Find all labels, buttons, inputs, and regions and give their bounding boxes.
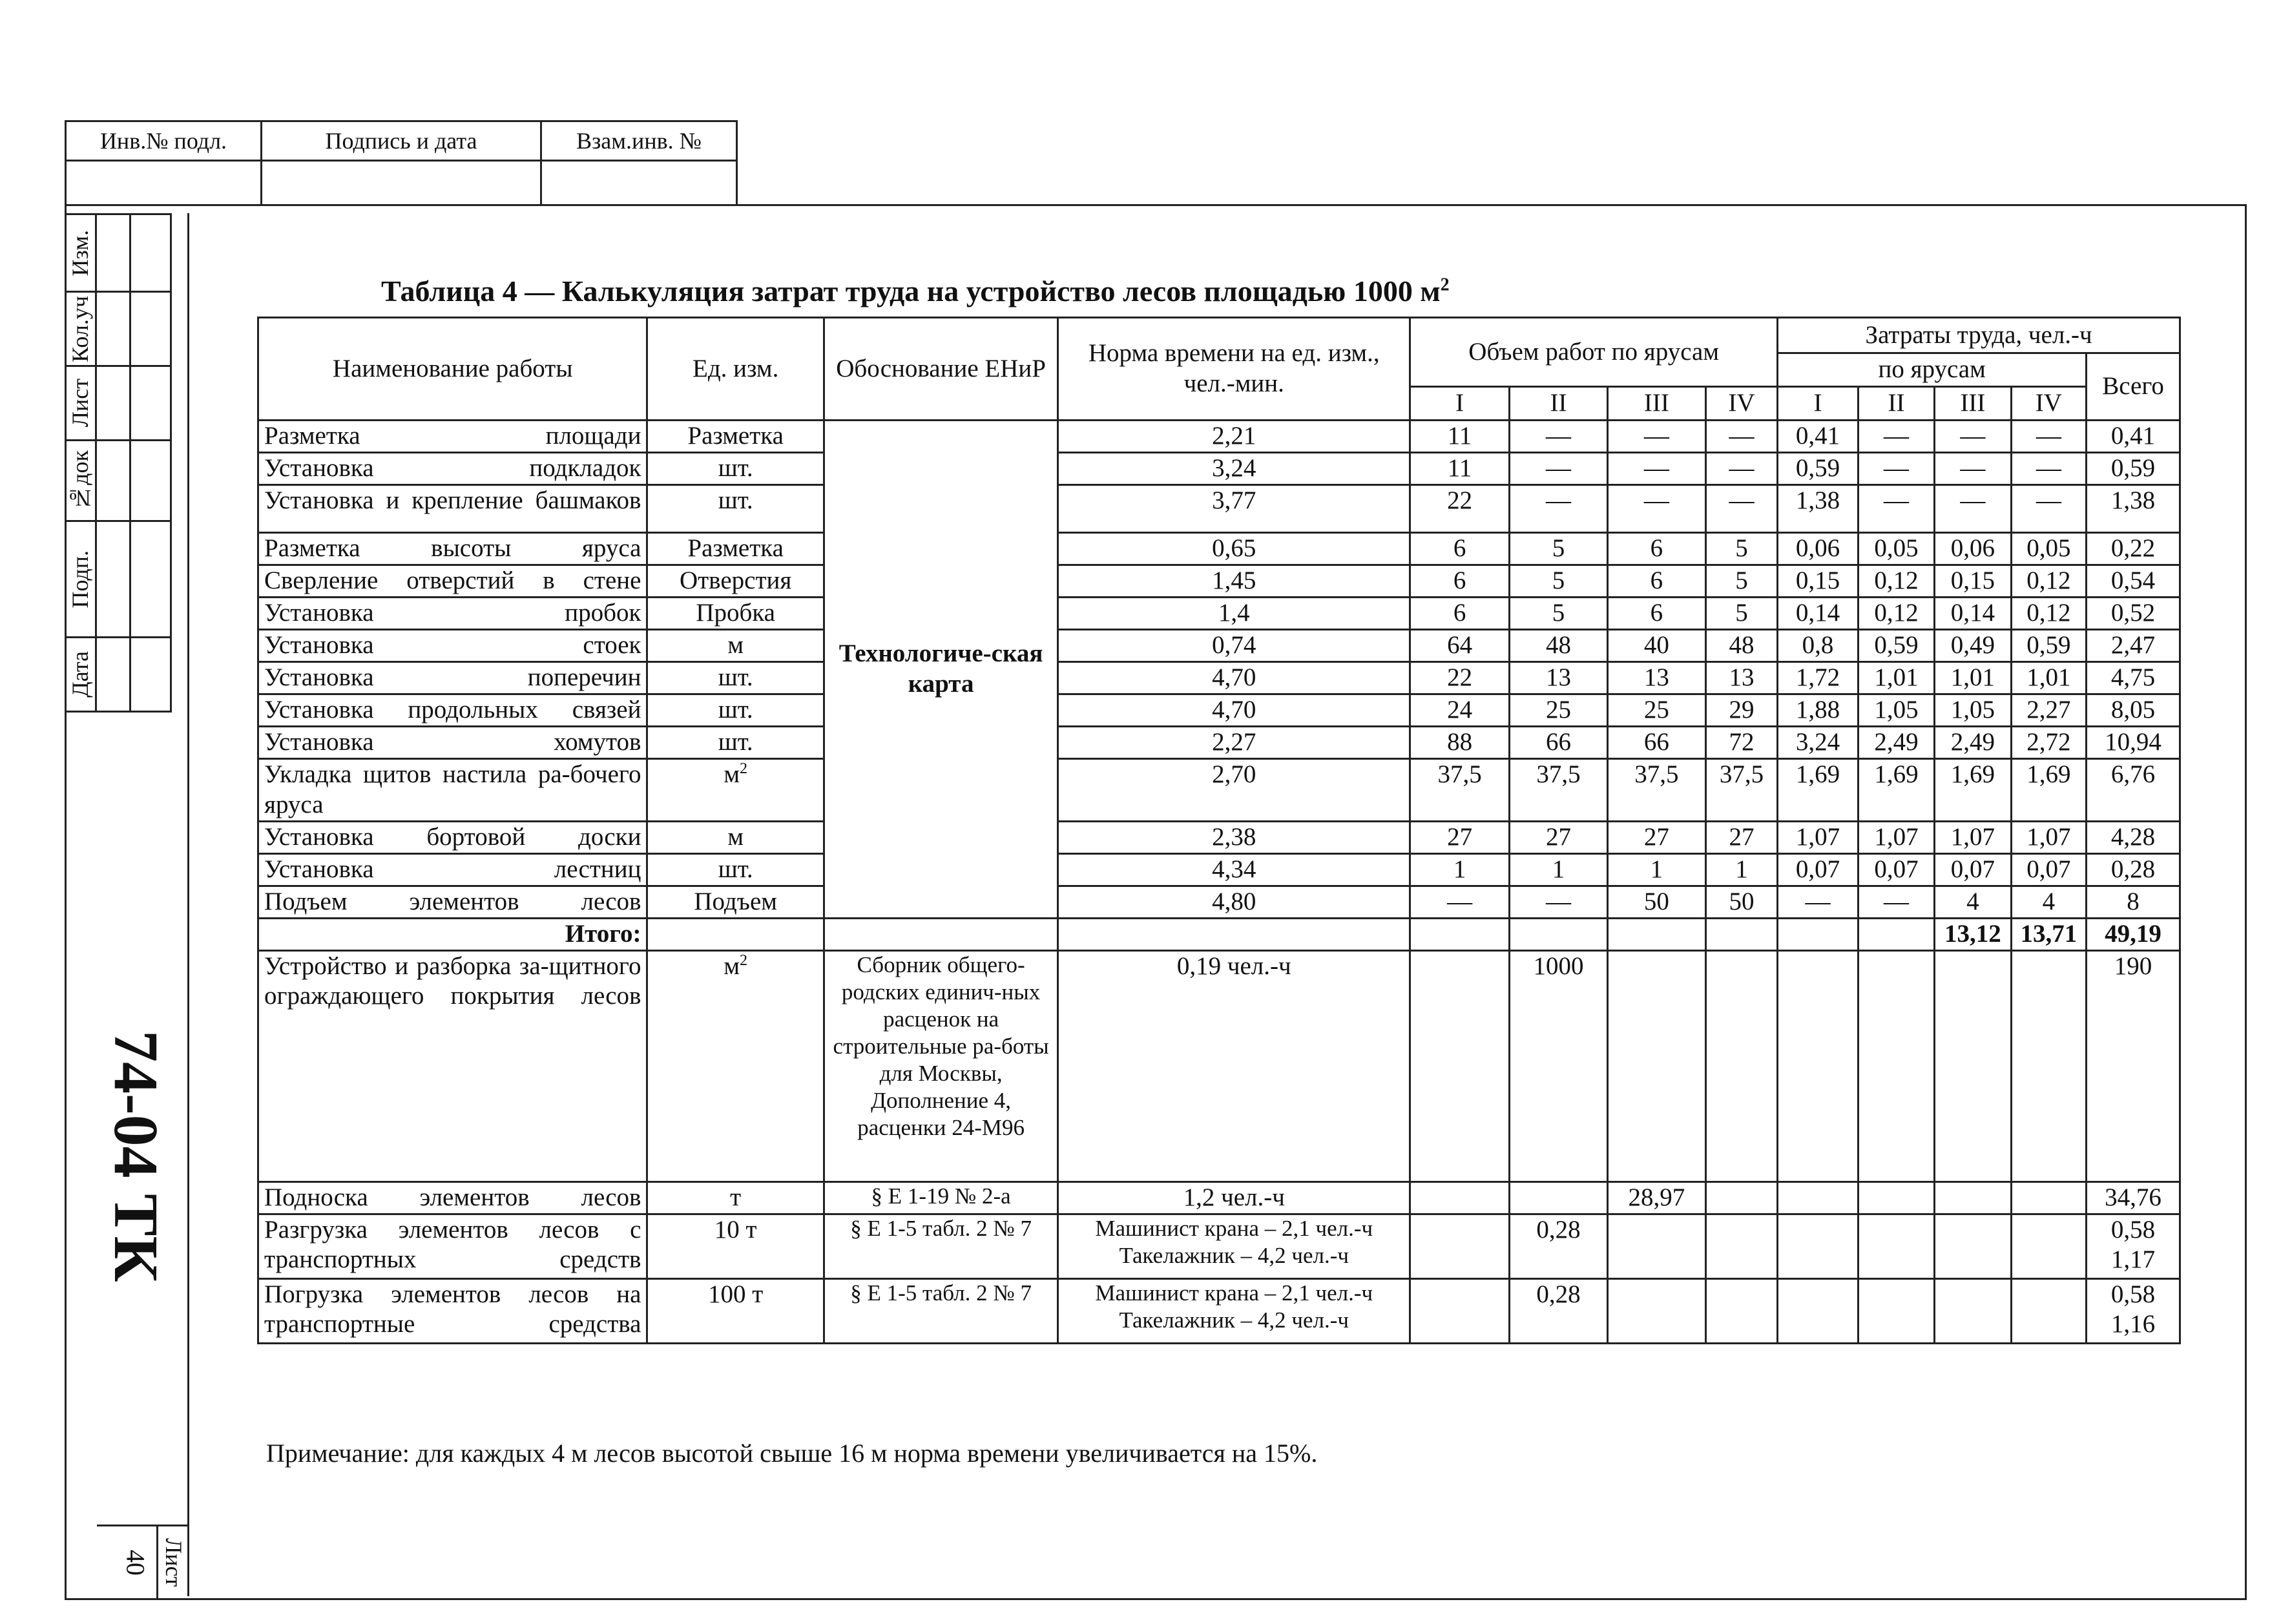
- norm: 4,70: [1058, 662, 1410, 694]
- volume-value: 25: [1510, 694, 1608, 727]
- volume-value: 22: [1410, 662, 1510, 694]
- labor-value: 2,72: [2011, 727, 2086, 759]
- empty-cell: [1858, 1278, 1934, 1343]
- unit: шт.: [647, 485, 824, 533]
- sheet-label: Лист: [156, 1526, 189, 1598]
- empty-cell: [1705, 950, 1777, 1182]
- norm: 3,24: [1058, 453, 1410, 485]
- labor-value: —: [1858, 485, 1934, 533]
- volume-value: 88: [1410, 727, 1510, 759]
- basis: § Е 1-19 № 2-а: [824, 1182, 1058, 1214]
- labor-value: 0,12: [2011, 565, 2086, 598]
- volume-value: 5: [1705, 598, 1777, 630]
- labor-value: 4: [2011, 886, 2086, 918]
- labor-value: 1,69: [2011, 759, 2086, 822]
- labor-value: 1,07: [1935, 821, 2011, 853]
- empty-cell: [647, 918, 824, 950]
- labor-value: 1,05: [1858, 694, 1934, 727]
- itogo-z4: 13,71: [2011, 918, 2086, 950]
- labor-value: 0,15: [1935, 565, 2011, 598]
- revision-block: [65, 213, 172, 713]
- table-row: [258, 533, 2180, 565]
- volume-value: —: [1705, 421, 1777, 453]
- sheet-number: 40: [121, 1549, 151, 1576]
- work-name: Установка пробок: [258, 598, 647, 630]
- labor-total: 0,41: [2087, 421, 2180, 453]
- table-row: [258, 727, 2180, 759]
- norm: 1,2 чел.-ч: [1058, 1182, 1410, 1214]
- labor-value: 0,06: [1778, 533, 1859, 565]
- unit: шт.: [647, 853, 824, 886]
- volume-value: 1: [1410, 853, 1510, 886]
- labor-value: 0,59: [1778, 453, 1859, 485]
- unit: Отверстия: [647, 565, 824, 598]
- itogo-total: 49,19: [2087, 918, 2180, 950]
- table-row: [258, 1278, 2180, 1343]
- unit: т: [647, 1182, 824, 1214]
- unit: Пробка: [647, 598, 824, 630]
- table-row: [258, 886, 2180, 918]
- work-name: Разметка высоты яруса: [258, 533, 647, 565]
- basis: § Е 1-5 табл. 2 № 7: [824, 1278, 1058, 1343]
- volume-value: —: [1705, 485, 1777, 533]
- labor-value: 1,88: [1778, 694, 1859, 727]
- volume-value: 5: [1510, 598, 1608, 630]
- itogo-label: Итого:: [258, 918, 647, 950]
- labor-value: 1,69: [1935, 759, 2011, 822]
- volume-value: 6: [1410, 533, 1510, 565]
- document-code: 74-04 ТК: [101, 1030, 171, 1282]
- labor-value: 2,27: [2011, 694, 2086, 727]
- col-volume: Объем работ по ярусам: [1410, 318, 1778, 387]
- volume-value: 1: [1607, 853, 1705, 886]
- volume-value: 13: [1510, 662, 1608, 694]
- empty-cell: [1778, 950, 1859, 1182]
- volume-value: 40: [1607, 630, 1705, 662]
- volume-value: 0,28: [1510, 1214, 1608, 1278]
- table-title: Таблица 4 — Калькуляция затрат труда на устройство лесов площадью 1000 $м^2$: [381, 275, 1450, 307]
- labor-value: —: [1858, 886, 1934, 918]
- labor-value: —: [1935, 421, 2011, 453]
- tier-header: II: [1858, 387, 1934, 421]
- labor-value: 1,69: [1858, 759, 1934, 822]
- unit: $м^2$: [647, 759, 824, 822]
- labor-value: 0,12: [2011, 598, 2086, 630]
- labor-value: 0,41: [1778, 421, 1859, 453]
- empty-cell: [2011, 950, 2086, 1182]
- volume-value: 64: [1410, 630, 1510, 662]
- empty-cell: [1778, 1214, 1859, 1278]
- work-name: Разгрузка элементов лесов с транспортных средств: [258, 1214, 647, 1278]
- unit: Разметка: [647, 421, 824, 453]
- volume-value: 27: [1705, 821, 1777, 853]
- volume-value: 5: [1510, 533, 1608, 565]
- empty-cell: [1705, 1278, 1777, 1343]
- empty-cell: [1858, 1182, 1934, 1214]
- labor-value: 0,07: [1778, 853, 1859, 886]
- labor-total: 1,38: [2087, 485, 2180, 533]
- volume-value: 13: [1607, 662, 1705, 694]
- volume-value: 50: [1705, 886, 1777, 918]
- volume-value: [1607, 950, 1705, 1182]
- labor-value: 0,15: [1778, 565, 1859, 598]
- empty-cell: [1858, 918, 1934, 950]
- empty-cell: [1935, 950, 2011, 1182]
- labor-value: 0,59: [2011, 630, 2086, 662]
- empty-cell: [2011, 1214, 2086, 1278]
- stamp-podpis-data: Подпись и дата: [262, 121, 541, 161]
- volume-value: 72: [1705, 727, 1777, 759]
- labor-value: 0,49: [1935, 630, 2011, 662]
- table-row: [258, 421, 2180, 453]
- volume-value: [1607, 1214, 1705, 1278]
- work-name: Установка стоек: [258, 630, 647, 662]
- norm: 2,27: [1058, 727, 1410, 759]
- stamp-inv-podl: Инв.№ подл.: [66, 121, 262, 161]
- volume-value: —: [1607, 485, 1705, 533]
- labor-total: 8,05: [2087, 694, 2180, 727]
- table-note: Примечание: для каждых 4 м лесов высотой свыше 16 м норма времени увеличивается на 15%.: [266, 1439, 1318, 1468]
- col-unit: Ед. изм.: [647, 318, 824, 421]
- volume-value: 13: [1705, 662, 1777, 694]
- labor-total: 4,75: [2087, 662, 2180, 694]
- tier-header: IV: [1705, 387, 1777, 421]
- work-name: Устройство и разборка за-щитного ограждающего покрытия лесов: [258, 950, 647, 1182]
- empty-cell: [1410, 950, 1510, 1182]
- basis-merged: Технологиче-ская карта: [824, 421, 1058, 919]
- tier-header: IV: [2011, 387, 2086, 421]
- work-name: Установка продольных связей: [258, 694, 647, 727]
- labor-value: —: [2011, 485, 2086, 533]
- work-name: Подноска элементов лесов: [258, 1182, 647, 1214]
- unit: 100 т: [647, 1278, 824, 1343]
- volume-value: 6: [1410, 565, 1510, 598]
- work-name: Установка поперечин: [258, 662, 647, 694]
- empty-cell: [1778, 1278, 1859, 1343]
- labor-value: 1,07: [1858, 821, 1934, 853]
- labor-total: 0,22: [2087, 533, 2180, 565]
- volume-value: 0,28: [1510, 1278, 1608, 1343]
- labor-value: 0,07: [1935, 853, 2011, 886]
- unit: шт.: [647, 727, 824, 759]
- empty-cell: [1410, 1182, 1510, 1214]
- labor-table: [257, 317, 2181, 1344]
- empty-cell: [1410, 918, 1510, 950]
- empty-cell: [1510, 918, 1608, 950]
- labor-value: 1,07: [2011, 821, 2086, 853]
- volume-value: —: [1510, 453, 1608, 485]
- volume-value: 1: [1510, 853, 1608, 886]
- labor-value: 0,12: [1858, 598, 1934, 630]
- volume-value: 29: [1705, 694, 1777, 727]
- empty-cell: [1858, 950, 1934, 1182]
- work-name: Установка лестниц: [258, 853, 647, 886]
- volume-value: 6: [1607, 533, 1705, 565]
- table-row: [258, 950, 2180, 1182]
- unit: шт.: [647, 453, 824, 485]
- volume-value: 37,5: [1705, 759, 1777, 822]
- side-ndok: №док: [67, 450, 93, 511]
- table-row: [258, 662, 2180, 694]
- norm: 1,4: [1058, 598, 1410, 630]
- labor-value: 0,14: [1935, 598, 2011, 630]
- empty-cell: [1778, 1182, 1859, 1214]
- volume-value: 50: [1607, 886, 1705, 918]
- volume-value: —: [1607, 453, 1705, 485]
- volume-value: 66: [1510, 727, 1608, 759]
- labor-value: 2,49: [1935, 727, 2011, 759]
- unit: 10 т: [647, 1214, 824, 1278]
- work-name: Установка бортовой доски: [258, 821, 647, 853]
- labor-value: —: [2011, 453, 2086, 485]
- tier-header: I: [1410, 387, 1510, 421]
- empty-cell: [1935, 1214, 2011, 1278]
- volume-value: 1000: [1510, 950, 1608, 1182]
- volume-value: —: [1705, 453, 1777, 485]
- volume-value: [1607, 1278, 1705, 1343]
- work-name: Укладка щитов настила ра-бочего яруса: [258, 759, 647, 822]
- labor-total: 2,47: [2087, 630, 2180, 662]
- table-row: [258, 821, 2180, 853]
- side-podp: Подп.: [67, 550, 93, 609]
- labor-value: 0,06: [1935, 533, 2011, 565]
- tier-header: II: [1510, 387, 1608, 421]
- volume-value: 24: [1410, 694, 1510, 727]
- table-row: [258, 853, 2180, 886]
- table-row: [258, 630, 2180, 662]
- empty-cell: [1410, 1278, 1510, 1343]
- empty-cell: [2011, 1278, 2086, 1343]
- norm: Машинист крана – 2,1 чел.-ч Такелажник – 4,2 чел.-ч: [1058, 1214, 1410, 1278]
- labor-total: 0,54: [2087, 565, 2180, 598]
- labor-value: 1,72: [1778, 662, 1859, 694]
- labor-value: 1,07: [1778, 821, 1859, 853]
- itogo-row: [258, 918, 2180, 950]
- volume-value: 6: [1607, 598, 1705, 630]
- volume-value: 37,5: [1410, 759, 1510, 822]
- labor-value: 1,01: [1935, 662, 2011, 694]
- labor-total: 6,76: [2087, 759, 2180, 822]
- labor-total: 0,28: [2087, 853, 2180, 886]
- tier-header: III: [1935, 387, 2011, 421]
- volume-value: 5: [1705, 533, 1777, 565]
- empty-cell: [1778, 918, 1859, 950]
- volume-value: 27: [1510, 821, 1608, 853]
- norm: 2,70: [1058, 759, 1410, 822]
- side-izm: Изм.: [67, 229, 93, 276]
- table-row: [258, 759, 2180, 822]
- basis: § Е 1-5 табл. 2 № 7: [824, 1214, 1058, 1278]
- norm: 1,45: [1058, 565, 1410, 598]
- work-name: Установка хомутов: [258, 727, 647, 759]
- side-list: Лист: [67, 379, 93, 428]
- table-row: [258, 1182, 2180, 1214]
- volume-value: 37,5: [1607, 759, 1705, 822]
- col-total: Всего: [2087, 353, 2180, 421]
- work-name: Разметка площади: [258, 421, 647, 453]
- empty-cell: [1058, 918, 1410, 950]
- stamp-vzam-inv: Взам.инв. №: [541, 121, 737, 161]
- tier-header: III: [1607, 387, 1705, 421]
- table-row: [258, 598, 2180, 630]
- empty-cell: [1705, 1182, 1777, 1214]
- empty-cell: [1705, 1214, 1777, 1278]
- work-name: Установка подкладок: [258, 453, 647, 485]
- volume-value: 6: [1607, 565, 1705, 598]
- basis: Сборник общего-родских единич-ных расценок на строительные ра-боты для Москвы, Дополнение 4, расценки 24-М96: [824, 950, 1058, 1182]
- volume-value: [1510, 1182, 1608, 1214]
- volume-value: —: [1607, 421, 1705, 453]
- col-labor: Затраты труда, чел.-ч: [1778, 318, 2180, 353]
- stamp-table: [65, 120, 738, 206]
- labor-value: 1,69: [1778, 759, 1859, 822]
- table-row: [258, 1214, 2180, 1278]
- empty-cell: [1410, 1214, 1510, 1278]
- labor-value: 1,01: [2011, 662, 2086, 694]
- volume-value: 5: [1510, 565, 1608, 598]
- norm: Машинист крана – 2,1 чел.-ч Такелажник – 4,2 чел.-ч: [1058, 1278, 1410, 1343]
- labor-value: 0,07: [1858, 853, 1934, 886]
- volume-value: 11: [1410, 421, 1510, 453]
- labor-value: —: [1935, 485, 2011, 533]
- col-by-tiers: по ярусам: [1778, 353, 2087, 387]
- volume-value: 5: [1705, 565, 1777, 598]
- labor-value: 2,49: [1858, 727, 1934, 759]
- norm: 4,34: [1058, 853, 1410, 886]
- labor-total: 0,59: [2087, 453, 2180, 485]
- empty-cell: [824, 918, 1058, 950]
- volume-value: —: [1510, 886, 1608, 918]
- labor-value: 0,12: [1858, 565, 1934, 598]
- labor-total: 190: [2087, 950, 2180, 1182]
- norm: 4,70: [1058, 694, 1410, 727]
- labor-total: 0,52: [2087, 598, 2180, 630]
- labor-value: 3,24: [1778, 727, 1859, 759]
- table-row: [258, 453, 2180, 485]
- labor-value: —: [1935, 453, 2011, 485]
- side-kol-uch: Кол.уч: [67, 295, 93, 362]
- side-data: Дата: [67, 651, 93, 698]
- table-row: [258, 565, 2180, 598]
- labor-value: 1,38: [1778, 485, 1859, 533]
- work-name: Подъем элементов лесов: [258, 886, 647, 918]
- table-row: [258, 485, 2180, 533]
- labor-value: —: [1858, 421, 1934, 453]
- labor-value: 0,8: [1778, 630, 1859, 662]
- unit: $м^2$: [647, 950, 824, 1182]
- norm: 2,21: [1058, 421, 1410, 453]
- volume-value: 1: [1705, 853, 1777, 886]
- norm: 0,65: [1058, 533, 1410, 565]
- unit: м: [647, 630, 824, 662]
- unit: м: [647, 821, 824, 853]
- itogo-z3: 13,12: [1935, 918, 2011, 950]
- volume-value: 28,97: [1607, 1182, 1705, 1214]
- unit: Подъем: [647, 886, 824, 918]
- table-row: [258, 694, 2180, 727]
- labor-value: 0,05: [1858, 533, 1934, 565]
- sheet-box: [97, 1525, 187, 1598]
- work-name: Установка и крепление башмаков: [258, 485, 647, 533]
- labor-value: 1,01: [1858, 662, 1934, 694]
- labor-value: 4: [1935, 886, 2011, 918]
- labor-total: 0,58 1,17: [2087, 1214, 2180, 1278]
- empty-cell: [1705, 918, 1777, 950]
- empty-cell: [2011, 1182, 2086, 1214]
- volume-value: —: [1410, 886, 1510, 918]
- volume-value: 27: [1607, 821, 1705, 853]
- volume-value: 37,5: [1510, 759, 1608, 822]
- labor-total: 34,76: [2087, 1182, 2180, 1214]
- norm: 0,19 чел.-ч: [1058, 950, 1410, 1182]
- volume-value: 11: [1410, 453, 1510, 485]
- col-norm: Норма времени на ед. изм., чел.-мин.: [1058, 318, 1410, 421]
- norm: 3,77: [1058, 485, 1410, 533]
- labor-value: 0,07: [2011, 853, 2086, 886]
- volume-value: —: [1510, 485, 1608, 533]
- labor-total: 8: [2087, 886, 2180, 918]
- volume-value: 48: [1705, 630, 1777, 662]
- empty-cell: [1935, 1182, 2011, 1214]
- labor-total: 4,28: [2087, 821, 2180, 853]
- labor-total: 10,94: [2087, 727, 2180, 759]
- norm: 4,80: [1058, 886, 1410, 918]
- labor-total: 0,58 1,16: [2087, 1278, 2180, 1343]
- unit: шт.: [647, 694, 824, 727]
- labor-value: 1,05: [1935, 694, 2011, 727]
- empty-cell: [1607, 918, 1705, 950]
- volume-value: 48: [1510, 630, 1608, 662]
- empty-cell: [1935, 1278, 2011, 1343]
- work-name: Сверление отверстий в стене: [258, 565, 647, 598]
- volume-value: 25: [1607, 694, 1705, 727]
- col-basis: Обоснование ЕНиР: [824, 318, 1058, 421]
- volume-value: 66: [1607, 727, 1705, 759]
- labor-value: —: [1778, 886, 1859, 918]
- tier-header: I: [1778, 387, 1859, 421]
- norm: 2,38: [1058, 821, 1410, 853]
- labor-value: 0,59: [1858, 630, 1934, 662]
- volume-value: 6: [1410, 598, 1510, 630]
- labor-value: —: [1858, 453, 1934, 485]
- volume-value: 27: [1410, 821, 1510, 853]
- empty-cell: [1858, 1214, 1934, 1278]
- volume-value: —: [1510, 421, 1608, 453]
- work-name: Погрузка элементов лесов на транспортные средства: [258, 1278, 647, 1343]
- unit: шт.: [647, 662, 824, 694]
- col-name: Наименование работы: [258, 318, 647, 421]
- labor-value: 0,14: [1778, 598, 1859, 630]
- labor-value: —: [2011, 421, 2086, 453]
- unit: Разметка: [647, 533, 824, 565]
- volume-value: 22: [1410, 485, 1510, 533]
- labor-value: 0,05: [2011, 533, 2086, 565]
- norm: 0,74: [1058, 630, 1410, 662]
